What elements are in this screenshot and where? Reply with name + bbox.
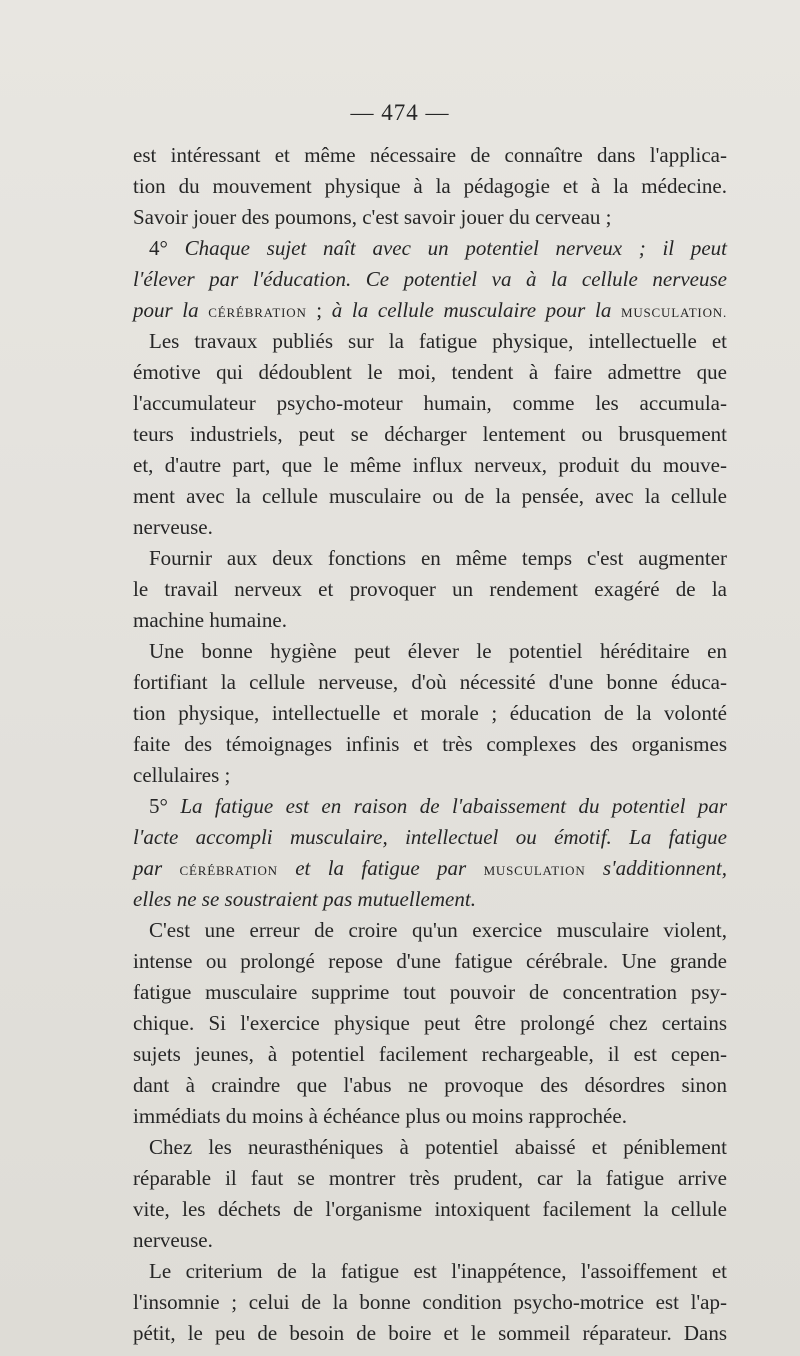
italic-run: Chaque sujet naît avec un potentiel nerveux ; il peut [184,236,727,260]
text-line [133,481,727,512]
text-run: Savoir jouer des poumons, c'est savoir jouer du cerveau ; [133,205,612,229]
text-line [133,512,727,543]
text-line [133,1101,727,1132]
text-line [133,915,727,946]
text-run: pétit, le peu de besoin de boire et le sommeil réparateur. Dans [133,1321,727,1345]
text-run: dant à craindre que l'abus ne provoque des désordres sinon [133,1073,727,1097]
text-run: Le criterium de la fatigue est l'inappétence, l'assoiffement et [149,1259,727,1283]
body-text [133,140,727,1349]
text-run: Les travaux publiés sur la fatigue physique, intellectuelle et [149,329,727,353]
text-line [133,1318,727,1349]
text-run: machine humaine. [133,608,287,632]
text-run: Chez les neurasthéniques à potentiel abaissé et péniblement [149,1135,727,1159]
text-line [133,636,727,667]
italic-run: à la cellule musculaire pour la [331,298,621,322]
italic-run: l'élever par l'éducation. Ce potentiel va à la cellule nerveuse [133,267,727,291]
text-run: faite des témoignages infinis et très complexes des organismes [133,732,727,756]
text-line [133,326,727,357]
text-run: émotive qui dédoublent le moi, tendent à faire admettre que [133,360,727,384]
text-line [133,233,727,264]
text-line [133,1132,727,1163]
text-run: fortifiant la cellule nerveuse, d'où nécessité d'une bonne éduca- [133,670,727,694]
text-line [133,357,727,388]
text-line [133,171,727,202]
small-caps-term: CÉRÉBRATION [179,863,278,878]
text-line [133,853,727,884]
text-line [133,977,727,1008]
text-run: l'accumulateur psycho-moteur humain, comme les accumula- [133,391,727,415]
italic-run: par [133,856,180,880]
page-number: — 474 — [350,100,450,125]
text-run: sujets jeunes, à potentiel facilement rechargeable, il est cepen- [133,1042,727,1066]
small-caps-term: CÉRÉBRATION [208,305,307,320]
text-run: le travail nerveux et provoquer un rendement exagéré de la [133,577,727,601]
italic-run: La fatigue est en raison de l'abaissement du potentiel par [180,794,727,818]
text-line [133,667,727,698]
italic-run: pour la [133,298,209,322]
text-run: teurs industriels, peut se décharger lentement ou brusquement [133,422,727,446]
text-line [133,419,727,450]
text-run: cellulaires ; [133,763,231,787]
text-line [133,1070,727,1101]
text-run: ment avec la cellule musculaire ou de la pensée, avec la cellule [133,484,727,508]
text-run: Une bonne hygiène peut élever le potentiel héréditaire en [149,639,727,663]
italic-run: s'additionnent, [585,856,727,880]
text-run: fatigue musculaire supprime tout pouvoir de concentration psy- [133,980,727,1004]
text-line [133,202,727,233]
text-line [133,729,727,760]
text-run: ; [306,298,332,322]
text-line [133,388,727,419]
italic-run: et la fatigue par [277,856,484,880]
text-run: est intéressant et même nécessaire de connaître dans l'applica- [133,143,727,167]
text-line [133,1194,727,1225]
text-line [133,1039,727,1070]
text-line [133,264,727,295]
text-run: nerveuse. [133,515,213,539]
text-run: chique. Si l'exercice physique peut être prolongé chez certains [133,1011,727,1035]
text-line [133,884,727,915]
text-run: vite, les déchets de l'organisme intoxiquent facilement la cellule [133,1197,727,1221]
text-run: réparable il faut se montrer très prudent, car la fatigue arrive [133,1166,727,1190]
text-line [133,574,727,605]
small-caps-term: MUSCULATION [483,863,586,878]
text-line [133,140,727,171]
italic-run: elles ne se soustraient pas mutuellement. [133,887,476,911]
text-line [133,1287,727,1318]
text-line [133,543,727,574]
text-line [133,1008,727,1039]
text-line [133,1225,727,1256]
text-line [133,450,727,481]
text-line [133,946,727,977]
text-run: C'est une erreur de croire qu'un exercice musculaire violent, [149,918,727,942]
text-line [133,760,727,791]
text-run: intense ou prolongé repose d'une fatigue cérébrale. Une grande [133,949,727,973]
text-run: Fournir aux deux fonctions en même temps c'est augmenter [149,546,727,570]
text-line [133,295,727,326]
text-line [133,698,727,729]
text-line [133,822,727,853]
text-run: l'insomnie ; celui de la bonne condition psycho-motrice est l'ap- [133,1290,727,1314]
text-line [133,791,727,822]
text-run: 4° [149,236,185,260]
text-line [133,1256,727,1287]
text-run: et, d'autre part, que le même influx nerveux, produit du mouve- [133,453,727,477]
text-run: tion physique, intellectuelle et morale ; éducation de la volonté [133,701,727,725]
text-run: immédiats du moins à échéance plus ou moins rapprochée. [133,1104,627,1128]
text-run: nerveuse. [133,1228,213,1252]
italic-run: l'acte accompli musculaire, intellectuel ou émotif. La fatigue [133,825,727,849]
text-run: 5° [149,794,181,818]
small-caps-term: MUSCULATION. [620,305,727,320]
text-line [133,605,727,636]
text-line [133,1163,727,1194]
text-run: tion du mouvement physique à la pédagogie et à la médecine. [133,174,727,198]
